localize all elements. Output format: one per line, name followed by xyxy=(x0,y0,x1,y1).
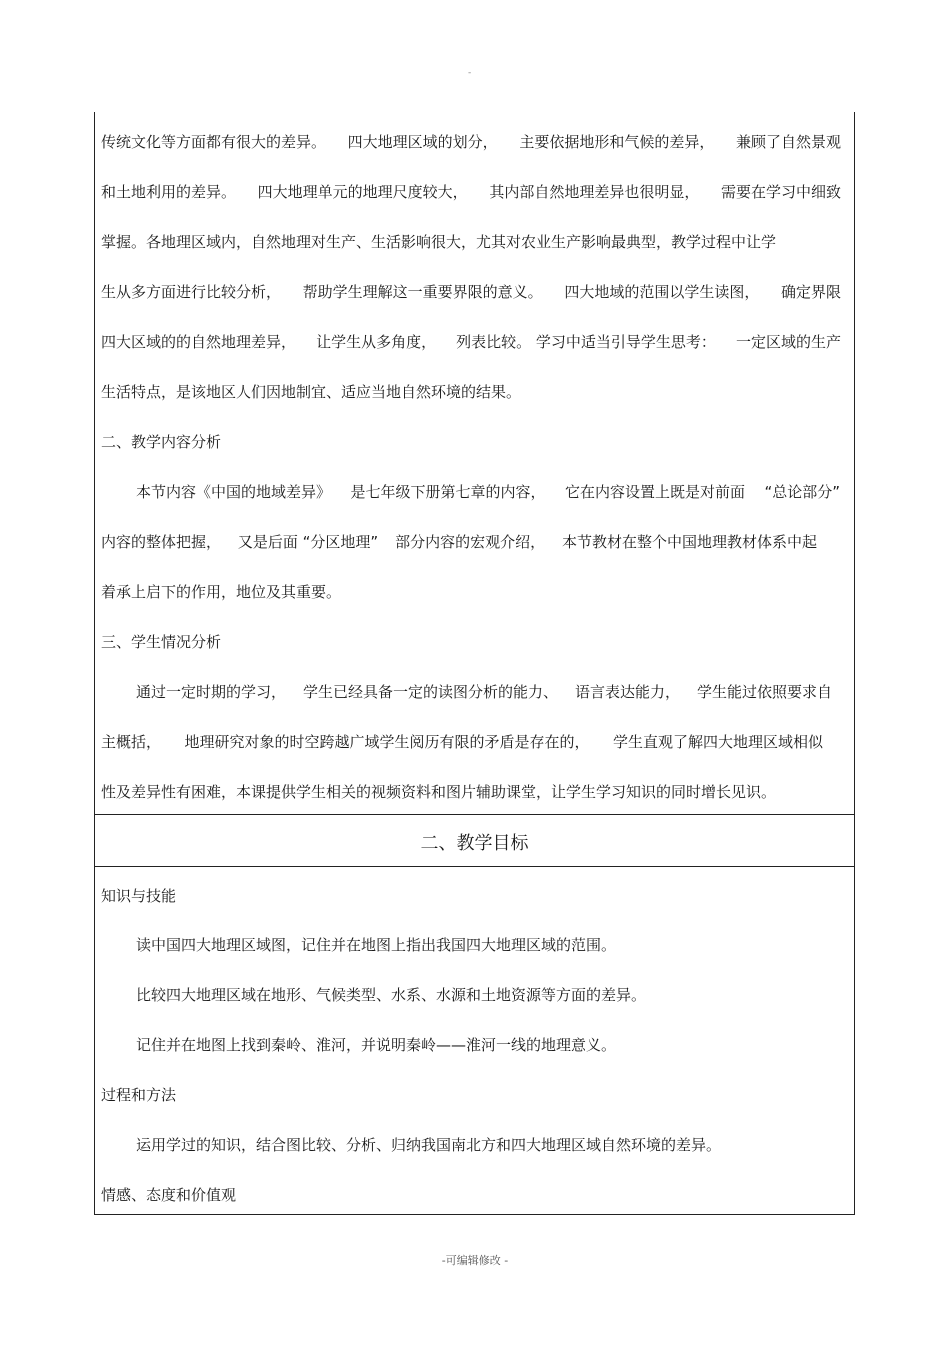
text-segment: 四大地域的范围以学生读图， xyxy=(564,283,760,301)
intro-line-1 xyxy=(101,132,841,152)
text-segment: 它在内容设置上既是对前面 xyxy=(564,483,745,501)
text-segment: 和土地利用的差异。 xyxy=(101,183,237,201)
text-segment: 通过一定时期的学习， xyxy=(136,683,287,701)
footer-note: -可编辑修改 - xyxy=(441,1254,509,1267)
text-segment: 学生能过依照要求自 xyxy=(696,683,832,701)
emotion-heading: 情感、态度和价值观 xyxy=(101,1186,237,1204)
knowledge-item-2: 比较四大地理区域在地形、气候类型、水系、水源和土地资源等方面的差异。 xyxy=(136,986,647,1004)
text-segment: 让学生从多角度， xyxy=(316,333,437,351)
process-item-1: 运用学过的知识，结合图比较、分析、归纳我国南北方和四大地理区域自然环境的差异。 xyxy=(136,1136,722,1154)
student-analysis-heading: 三、学生情况分析 xyxy=(101,633,222,651)
text-segment: 本节教材在整个中国地理教材体系中起 xyxy=(561,533,817,551)
text-segment: 四大地理单元的地理尺度较大， xyxy=(257,183,468,201)
text-segment: 内容的整体把握， xyxy=(101,533,222,551)
text-segment: 主概括， xyxy=(101,733,162,751)
student-analysis-line-3: 性及差异性有困难，本课提供学生相关的视频资料和图片辅助课堂，让学生学习知识的同时增长见识。 xyxy=(101,783,777,801)
student-analysis-line-1 xyxy=(136,682,832,702)
intro-line-2 xyxy=(101,182,841,202)
text-segment: 生从多方面进行比较分析， xyxy=(101,283,282,301)
intro-line-3: 掌握。各地理区域内，自然地理对生产、生活影响很大，尤其对农业生产影响最典型，教学过程中让学 xyxy=(101,233,777,251)
text-segment: 四大区域的的自然地理差异， xyxy=(101,333,297,351)
intro-line-4 xyxy=(101,282,841,302)
content-analysis-line-3: 着承上启下的作用，地位及其重要。 xyxy=(101,583,342,601)
intro-line-6: 生活特点，是该地区人们因地制宜、适应当地自然环境的结果。 xyxy=(101,383,522,401)
text-segment: 学生已经具备一定的读图分析的能力、 xyxy=(302,683,558,701)
text-segment: 传统文化等方面都有很大的差异。 xyxy=(101,133,327,151)
student-analysis-line-2 xyxy=(101,732,823,752)
teaching-goals-title: 二、教学目标 xyxy=(420,833,529,854)
text-segment: 部分内容的宏观介绍， xyxy=(395,533,546,551)
text-segment: 其内部自然地理差异也很明显， xyxy=(489,183,700,201)
content-analysis-heading: 二、教学内容分析 xyxy=(101,433,222,451)
section-divider-top xyxy=(94,814,855,815)
text-segment: 需要在学习中细致 xyxy=(720,183,841,201)
text-segment: 是七年级下册第七章的内容， xyxy=(350,483,546,501)
intro-line-5 xyxy=(101,332,841,352)
text-segment: 本节内容《中国的地域差异》 xyxy=(136,483,332,501)
text-segment: 帮助学生理解这一重要界限的意义。 xyxy=(302,283,543,301)
knowledge-item-3: 记住并在地图上找到秦岭、淮河，并说明秦岭——淮河一线的地理意义。 xyxy=(136,1036,617,1054)
text-segment: 主要依据地形和气候的差异， xyxy=(519,133,715,151)
text-segment: 兼顾了自然景观 xyxy=(735,133,841,151)
header-mark: - xyxy=(468,68,472,78)
text-segment: 语言表达能力， xyxy=(574,683,680,701)
content-analysis-line-2 xyxy=(101,532,817,552)
text-segment: 又是后面 “分区地理” xyxy=(237,533,379,551)
knowledge-item-1: 读中国四大地理区域图，记住并在地图上指出我国四大地理区域的范围。 xyxy=(136,936,617,954)
text-segment: 列表比较。 学习中适当引导学生思考： xyxy=(456,333,716,351)
process-heading: 过程和方法 xyxy=(101,1086,177,1104)
text-segment: 四大地理区域的划分， xyxy=(347,133,498,151)
knowledge-heading: 知识与技能 xyxy=(101,887,177,905)
text-segment: 学生直观了解四大地理区域相似 xyxy=(612,733,823,751)
text-segment: “总论部分” xyxy=(764,483,840,501)
text-segment: 一定区域的生产 xyxy=(735,333,841,351)
content-analysis-line-1 xyxy=(136,482,840,502)
text-segment: 地理研究对象的时空跨越广域学生阅历有限的矛盾是存在的， xyxy=(184,733,590,751)
section-divider-bottom xyxy=(94,866,855,867)
text-segment: 确定界限 xyxy=(780,283,841,301)
